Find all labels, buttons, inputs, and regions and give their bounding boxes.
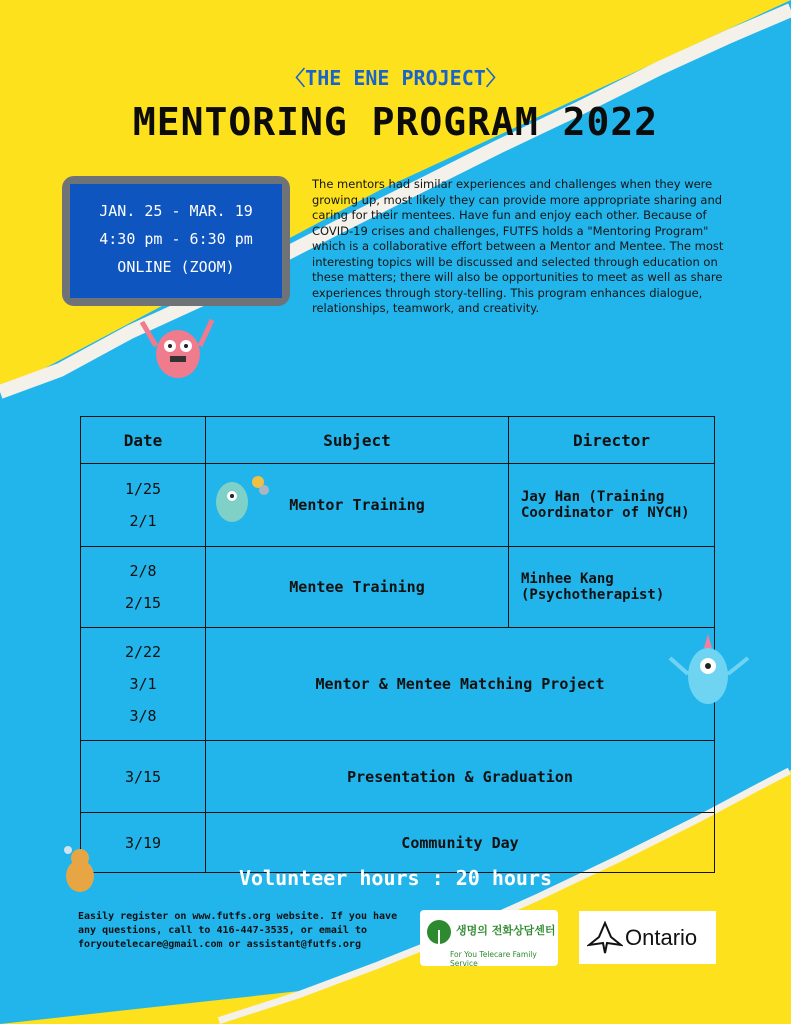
date-cell bbox=[81, 547, 206, 628]
teal-monster-icon bbox=[210, 472, 272, 530]
table-row bbox=[81, 464, 715, 547]
subject-cell: Presentation & Graduation bbox=[206, 741, 715, 813]
date-value: 2/1 bbox=[129, 512, 157, 530]
futfs-logo: 생명의 전화상담센터 For You Telecare Family Service bbox=[420, 910, 558, 966]
tree-icon bbox=[426, 918, 452, 948]
subject-cell: Mentee Training bbox=[206, 547, 509, 628]
table-row bbox=[81, 628, 715, 741]
subject-cell: Community Day bbox=[206, 813, 715, 873]
subject-cell: Mentor & Mentee Matching Project bbox=[206, 628, 715, 741]
ontario-logo: Ontario bbox=[579, 911, 716, 964]
subject-cell: Mentor Training bbox=[206, 464, 509, 547]
schedule-box bbox=[62, 176, 290, 306]
program-location: ONLINE (ZOOM) bbox=[117, 258, 235, 276]
date-value: 2/22 bbox=[124, 643, 162, 661]
program-time: 4:30 pm - 6:30 pm bbox=[99, 230, 253, 248]
date-cell bbox=[81, 464, 206, 547]
page-title: MENTORING PROGRAM 2022 bbox=[132, 100, 659, 144]
date-value: 3/15 bbox=[124, 767, 162, 786]
volunteer-hours: Volunteer hours : 20 hours bbox=[238, 866, 553, 890]
table-header-row bbox=[81, 417, 715, 464]
header-date: Date bbox=[81, 417, 206, 464]
header-subject: Subject bbox=[206, 417, 509, 464]
date-cell bbox=[81, 741, 206, 813]
table-row bbox=[81, 547, 715, 628]
director-cell: Minhee Kang (Psychotherapist) bbox=[509, 547, 715, 628]
program-dates: JAN. 25 - MAR. 19 bbox=[99, 202, 253, 220]
table-row bbox=[81, 741, 715, 813]
contact-info: Easily register on www.futfs.org website. If you have any questions, call to 416-447-3535, or email to foryoutelecare@gmail.com or assistant@futfs.org bbox=[78, 911, 398, 950]
date-value: 2/8 bbox=[129, 562, 157, 580]
program-description: The mentors had similar experiences and challenges when they were growing up, most likely they can provide more appropriate sharing and caring for their mentees. Have fun and enjoy each other. Because of COVID-19 crises and challenges, FUTFS holds a "Mentoring Program" which is a collaborative effort between a Mentor and Mentee. The most interesting topics will be discussed and selected through education on these matters; there will also be opportunities to meet as well as share experiences through story-telling. This program enhances dialogue, relationships, teamwork, and creativity. bbox=[312, 177, 724, 315]
trillium-icon bbox=[587, 921, 623, 955]
date-cell bbox=[81, 628, 206, 741]
schedule-table bbox=[80, 416, 715, 873]
pink-monster-icon bbox=[140, 316, 216, 388]
date-value: 1/25 bbox=[124, 480, 162, 498]
date-value: 3/1 bbox=[129, 675, 157, 693]
director-cell: Jay Han (Training Coordinator of NYCH) bbox=[509, 464, 715, 547]
date-value: 2/15 bbox=[124, 594, 162, 612]
date-value: 3/8 bbox=[129, 707, 157, 725]
table-row bbox=[81, 813, 715, 873]
date-value: 3/19 bbox=[124, 833, 162, 852]
header-director: Director bbox=[509, 417, 715, 464]
project-subtitle: 〈THE ENE PROJECT〉 bbox=[285, 66, 506, 90]
blue-monster-icon bbox=[664, 626, 754, 714]
